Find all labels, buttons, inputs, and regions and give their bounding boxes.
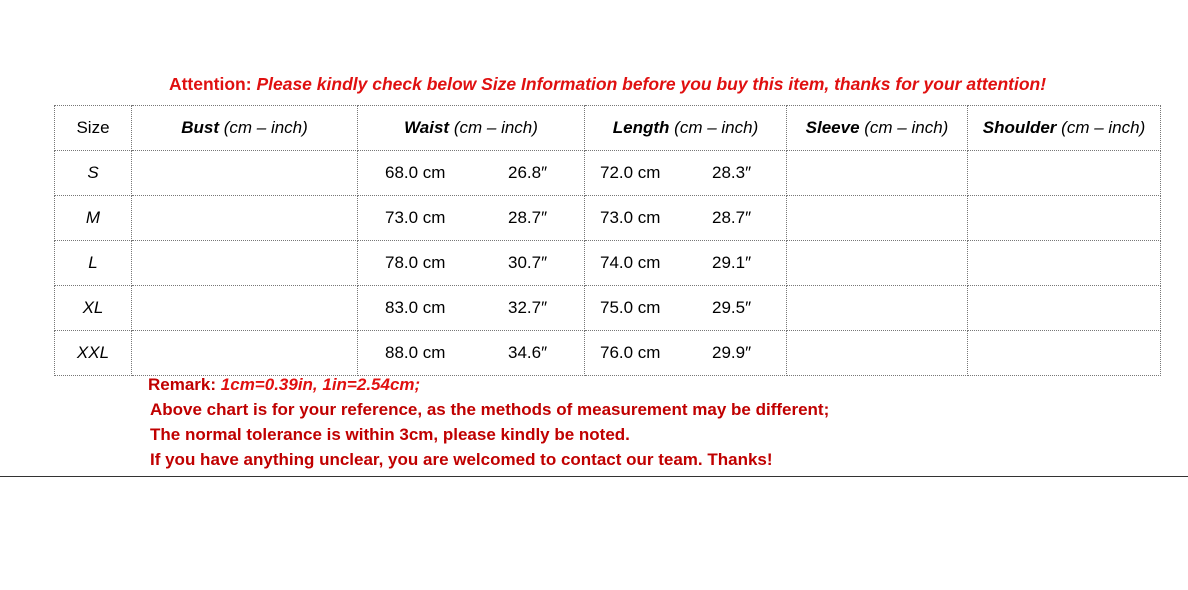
length-cm: 73.0 cm xyxy=(600,208,661,227)
length-cm: 74.0 cm xyxy=(600,253,661,272)
length-cell xyxy=(585,241,787,286)
header-waist xyxy=(358,106,585,151)
size-cell: XL xyxy=(55,286,132,331)
size-cell: L xyxy=(55,241,132,286)
sleeve-cell xyxy=(787,331,968,376)
shoulder-cell xyxy=(968,196,1161,241)
attention-label: Attention: xyxy=(168,74,252,94)
header-waist-unit: (cm – inch) xyxy=(453,118,538,137)
table-row xyxy=(55,331,1161,376)
length-inch: 28.7″ xyxy=(712,208,752,227)
remarks-block xyxy=(148,372,829,472)
table-row xyxy=(55,196,1161,241)
length-inch: 29.5″ xyxy=(712,298,752,317)
attention-message: Please kindly check below Size Information before you buy this item, thanks for your attention! xyxy=(256,74,1047,94)
bust-cell xyxy=(132,151,358,196)
waist-inch: 26.8″ xyxy=(508,163,548,182)
length-cell xyxy=(585,151,787,196)
sleeve-cell xyxy=(787,151,968,196)
table-row xyxy=(55,241,1161,286)
waist-cell xyxy=(358,196,585,241)
waist-cell xyxy=(358,241,585,286)
header-size: Size xyxy=(55,106,132,151)
header-bust xyxy=(132,106,358,151)
header-sleeve-unit: (cm – inch) xyxy=(864,118,949,137)
remark-line: Above chart is for your reference, as the methods of measurement may be different; xyxy=(150,400,830,419)
header-sleeve-name: Sleeve xyxy=(805,118,860,137)
attention-banner xyxy=(0,74,1188,95)
length-cm: 75.0 cm xyxy=(600,298,661,317)
header-bust-unit: (cm – inch) xyxy=(223,118,308,137)
length-cm: 76.0 cm xyxy=(600,343,661,362)
waist-inch: 30.7″ xyxy=(508,253,548,272)
table-row xyxy=(55,286,1161,331)
remark-line: If you have anything unclear, you are welcomed to contact our team. Thanks! xyxy=(150,450,773,469)
shoulder-cell xyxy=(968,241,1161,286)
bust-cell xyxy=(132,196,358,241)
waist-cell xyxy=(358,331,585,376)
waist-inch: 34.6″ xyxy=(508,343,548,362)
waist-cm: 73.0 cm xyxy=(385,208,446,227)
table-row xyxy=(55,151,1161,196)
header-sleeve xyxy=(787,106,968,151)
size-cell: XXL xyxy=(55,331,132,376)
shoulder-cell xyxy=(968,331,1161,376)
bottom-divider xyxy=(0,476,1188,477)
bust-cell xyxy=(132,241,358,286)
waist-cm: 68.0 cm xyxy=(385,163,446,182)
table-header-row xyxy=(55,106,1161,151)
header-shoulder-name: Shoulder xyxy=(982,118,1057,137)
waist-inch: 32.7″ xyxy=(508,298,548,317)
remark-line: The normal tolerance is within 3cm, please kindly be noted. xyxy=(150,425,630,444)
length-cm: 72.0 cm xyxy=(600,163,661,182)
header-shoulder xyxy=(968,106,1161,151)
header-shoulder-unit: (cm – inch) xyxy=(1061,118,1146,137)
length-inch: 29.9″ xyxy=(712,343,752,362)
remark-conversion-line xyxy=(148,372,829,397)
header-length-name: Length xyxy=(612,118,670,137)
sleeve-cell xyxy=(787,241,968,286)
length-inch: 28.3″ xyxy=(712,163,752,182)
sleeve-cell xyxy=(787,196,968,241)
waist-inch: 28.7″ xyxy=(508,208,548,227)
size-cell: M xyxy=(55,196,132,241)
header-bust-name: Bust xyxy=(181,118,219,137)
waist-cm: 78.0 cm xyxy=(385,253,446,272)
remark-label: Remark: xyxy=(148,375,217,394)
size-cell: S xyxy=(55,151,132,196)
waist-cell xyxy=(358,151,585,196)
length-cell xyxy=(585,196,787,241)
waist-cell xyxy=(358,286,585,331)
bust-cell xyxy=(132,286,358,331)
header-waist-name: Waist xyxy=(404,118,450,137)
shoulder-cell xyxy=(968,151,1161,196)
sleeve-cell xyxy=(787,286,968,331)
length-cell xyxy=(585,286,787,331)
waist-cm: 83.0 cm xyxy=(385,298,446,317)
header-length-unit: (cm – inch) xyxy=(674,118,759,137)
length-inch: 29.1″ xyxy=(712,253,752,272)
header-length xyxy=(585,106,787,151)
bust-cell xyxy=(132,331,358,376)
size-chart-table xyxy=(54,105,1161,376)
waist-cm: 88.0 cm xyxy=(385,343,446,362)
shoulder-cell xyxy=(968,286,1161,331)
remark-conversion: 1cm=0.39in, 1in=2.54cm; xyxy=(220,375,421,394)
length-cell xyxy=(585,331,787,376)
